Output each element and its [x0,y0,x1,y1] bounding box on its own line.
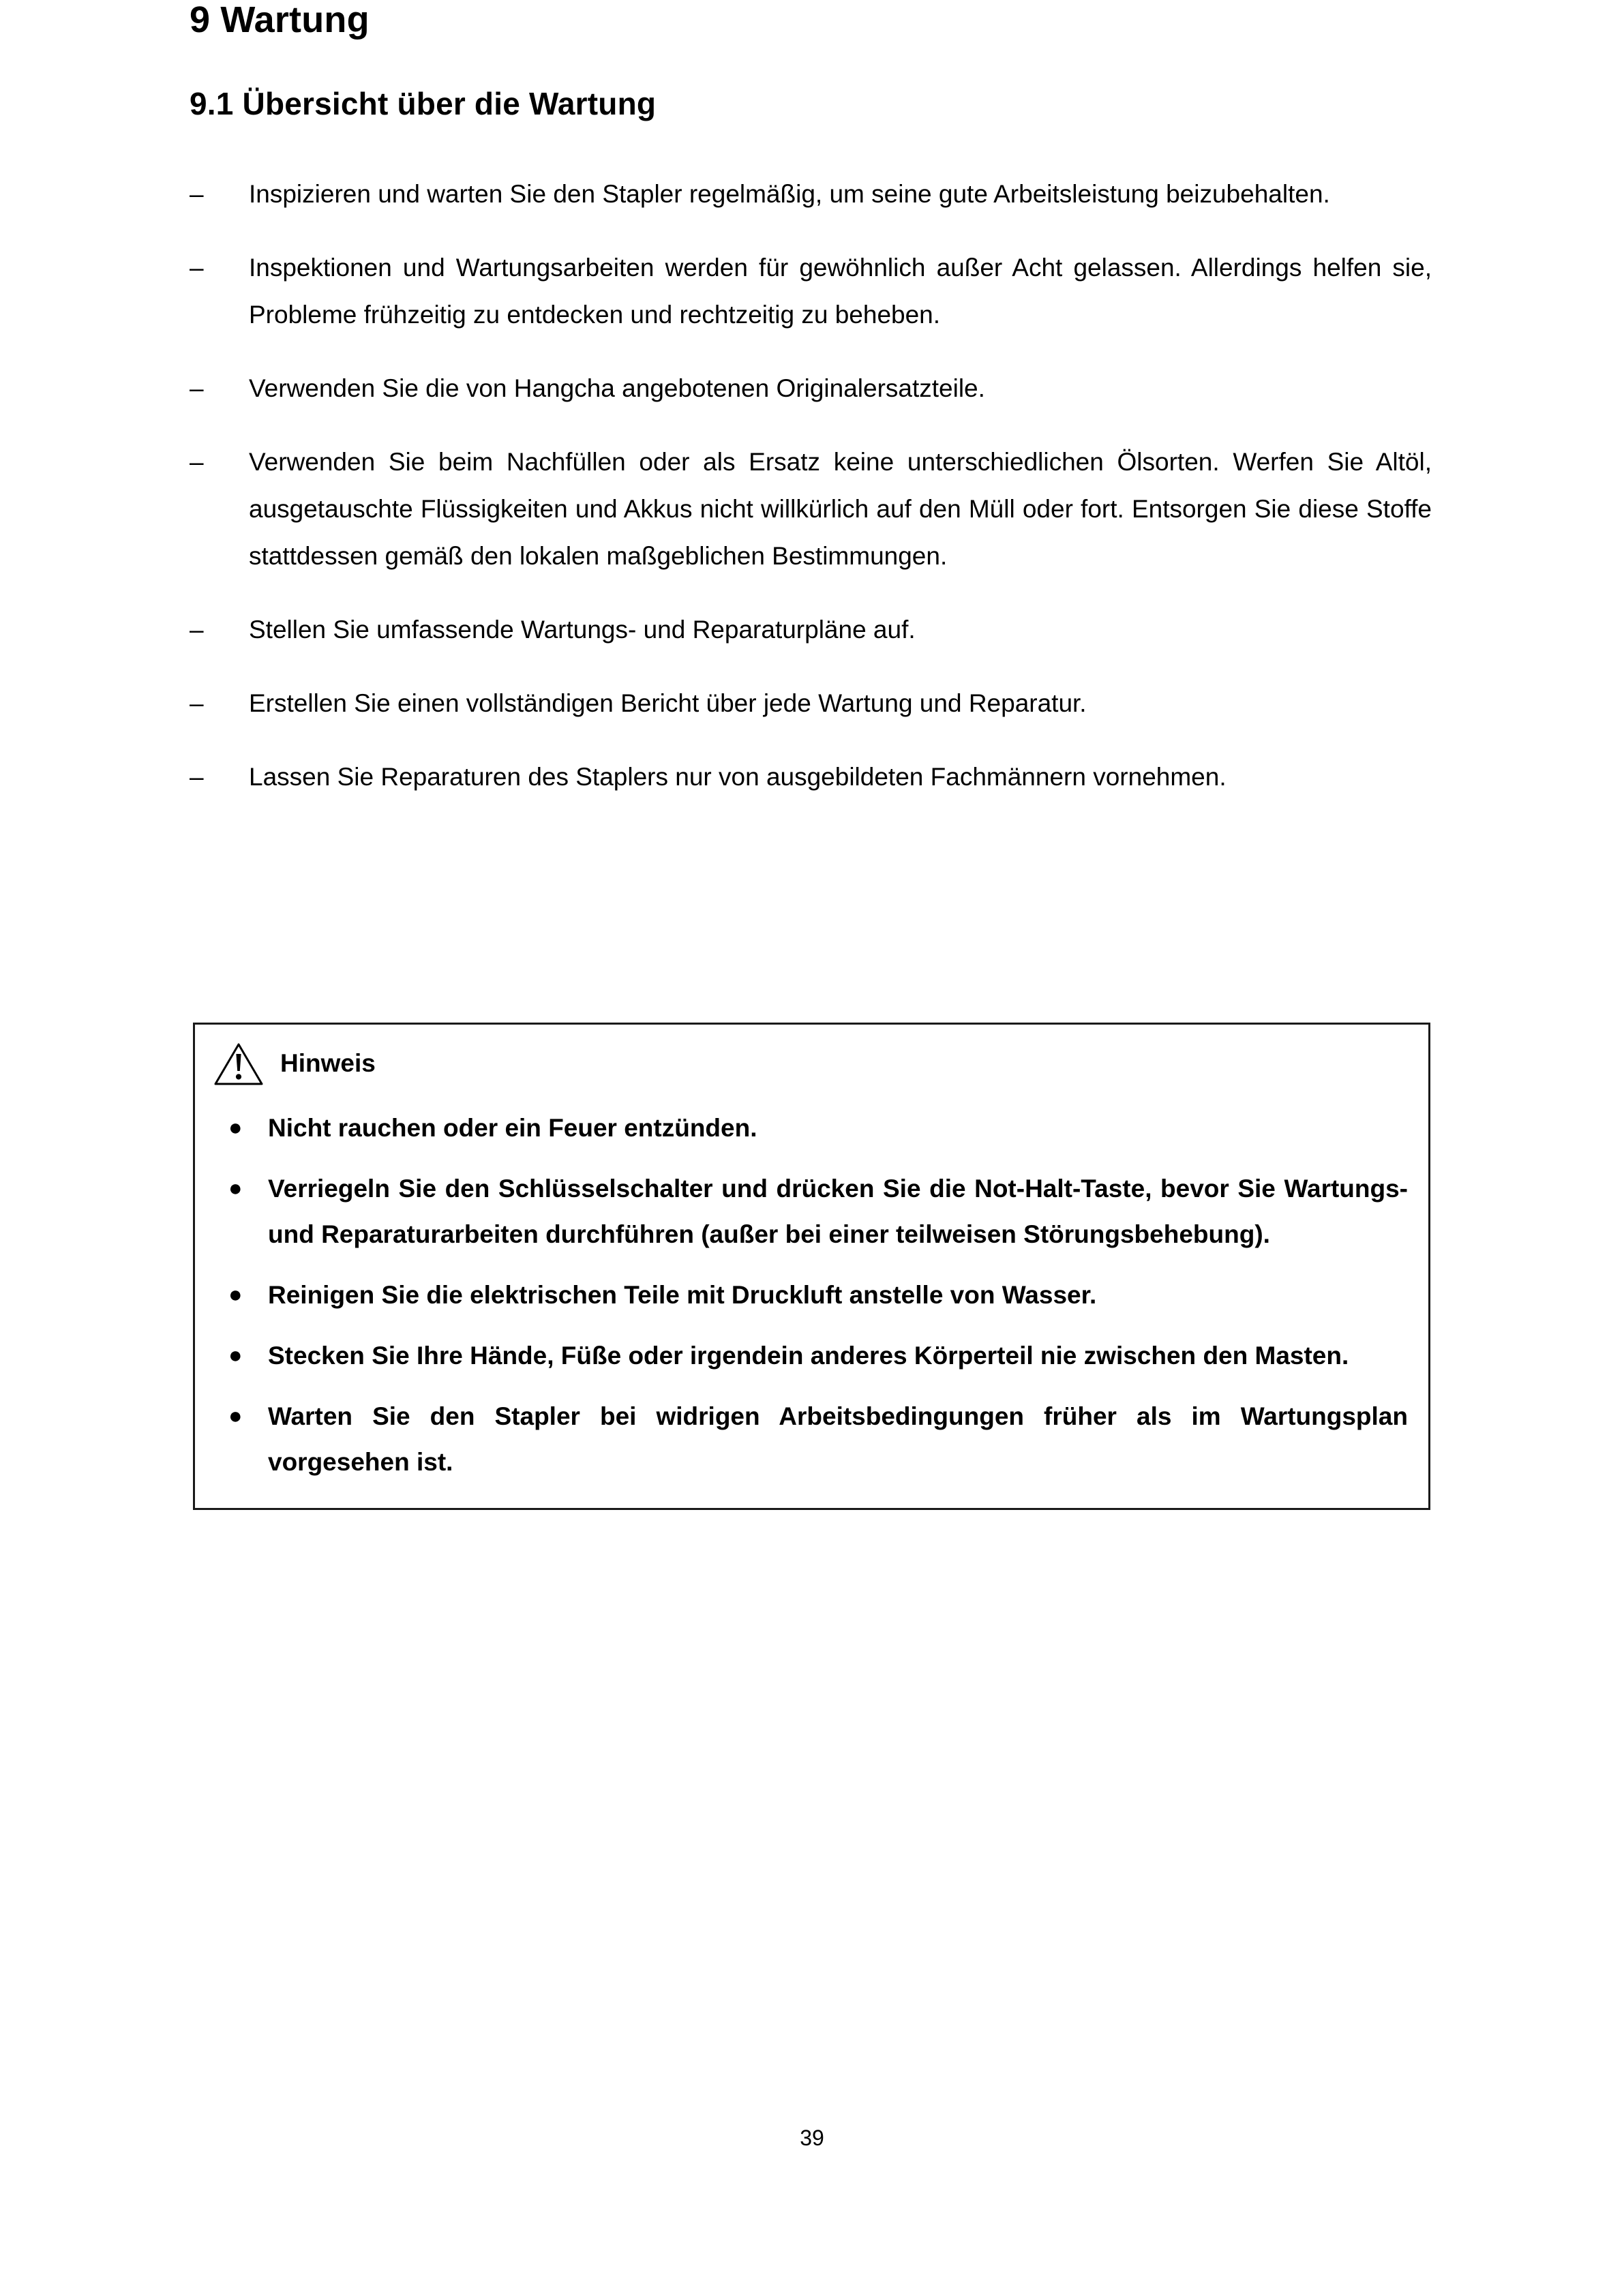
notice-list-item [213,1393,1408,1485]
list-item-text: Verwenden Sie beim Nachfüllen oder als Ersatz keine unterschiedlichen Ölsorten. Werfen Sie Altöl, ausgetauschte Flüssigkeiten und Akkus nicht willkürlich auf den Müll oder fort. Entsorgen Sie diese Stoffe stattdessen gemäß den lokalen maßgeblichen Bestimmungen. [249,447,1432,570]
page-content [190,0,1432,800]
list-item [190,170,1432,217]
dash-marker: – [190,762,204,791]
notice-list-item [213,1333,1408,1378]
list-item-text: Inspektionen und Wartungsarbeiten werden für gewöhnlich außer Acht gelassen. Allerdings helfen sie, Probleme frühzeitig zu entdecken und rechtzeitig zu beheben. [249,253,1432,329]
notice-item-text: Warten Sie den Stapler bei widrigen Arbeitsbedingungen früher als im Wartungsplan vorgesehen ist. [268,1402,1408,1476]
heading-spacer [190,40,1432,87]
dash-marker: – [190,253,204,282]
page-number: 39 [800,2126,824,2150]
notice-item-text: Stecken Sie Ihre Hände, Füße oder irgendein anderes Körperteil nie zwischen den Masten. [268,1342,1349,1370]
list-item-text: Inspizieren und warten Sie den Stapler regelmäßig, um seine gute Arbeitsleistung beizubehalten. [249,179,1330,208]
dash-marker: – [190,179,204,208]
list-item-text: Stellen Sie umfassende Wartungs- und Reparaturpläne auf. [249,615,916,644]
list-item [190,244,1432,338]
bullet-icon: ● [228,1403,243,1429]
dash-marker: – [190,374,204,402]
list-item-text: Erstellen Sie einen vollständigen Bericht über jede Wartung und Reparatur. [249,689,1087,717]
bullet-icon: ● [228,1115,243,1141]
dash-marker: – [190,615,204,644]
list-item [190,438,1432,579]
notice-header [213,1042,1408,1086]
bullet-icon: ● [228,1282,243,1308]
dash-marker: – [190,447,204,476]
notice-item-text: Reinigen Sie die elektrischen Teile mit Druckluft anstelle von Wasser. [268,1281,1097,1309]
bullet-icon: ● [228,1342,243,1368]
list-item [190,365,1432,412]
list-item [190,680,1432,727]
chapter-heading: 9 Wartung [190,0,370,40]
notice-title: Hinweis [280,1048,376,1077]
section-spacer [190,121,1432,170]
notice-list-item [213,1105,1408,1151]
notice-list-item [213,1272,1408,1318]
notice-item-text: Verriegeln Sie den Schlüsselschalter und drücken Sie die Not-Halt-Taste, bevor Sie Wartungs- und Reparaturarbeiten durchführen (außer bei einer teilweisen Störungsbehebung). [268,1175,1408,1248]
list-item-text: Lassen Sie Reparaturen des Staplers nur von ausgebildeten Fachmännern vornehmen. [249,762,1227,791]
list-item [190,753,1432,800]
section-heading: 9.1 Übersicht über die Wartung [190,86,657,122]
notice-list-item [213,1166,1408,1257]
notice-item-text: Nicht rauchen oder ein Feuer entzünden. [268,1114,757,1142]
list-item [190,606,1432,653]
dash-marker: – [190,689,204,717]
warning-triangle-icon [213,1042,264,1086]
list-item-text: Verwenden Sie die von Hangcha angebotenen Originalersatzteile. [249,374,985,402]
bullet-icon: ● [228,1175,243,1201]
notice-box [193,1023,1430,1510]
overview-list [190,170,1432,800]
